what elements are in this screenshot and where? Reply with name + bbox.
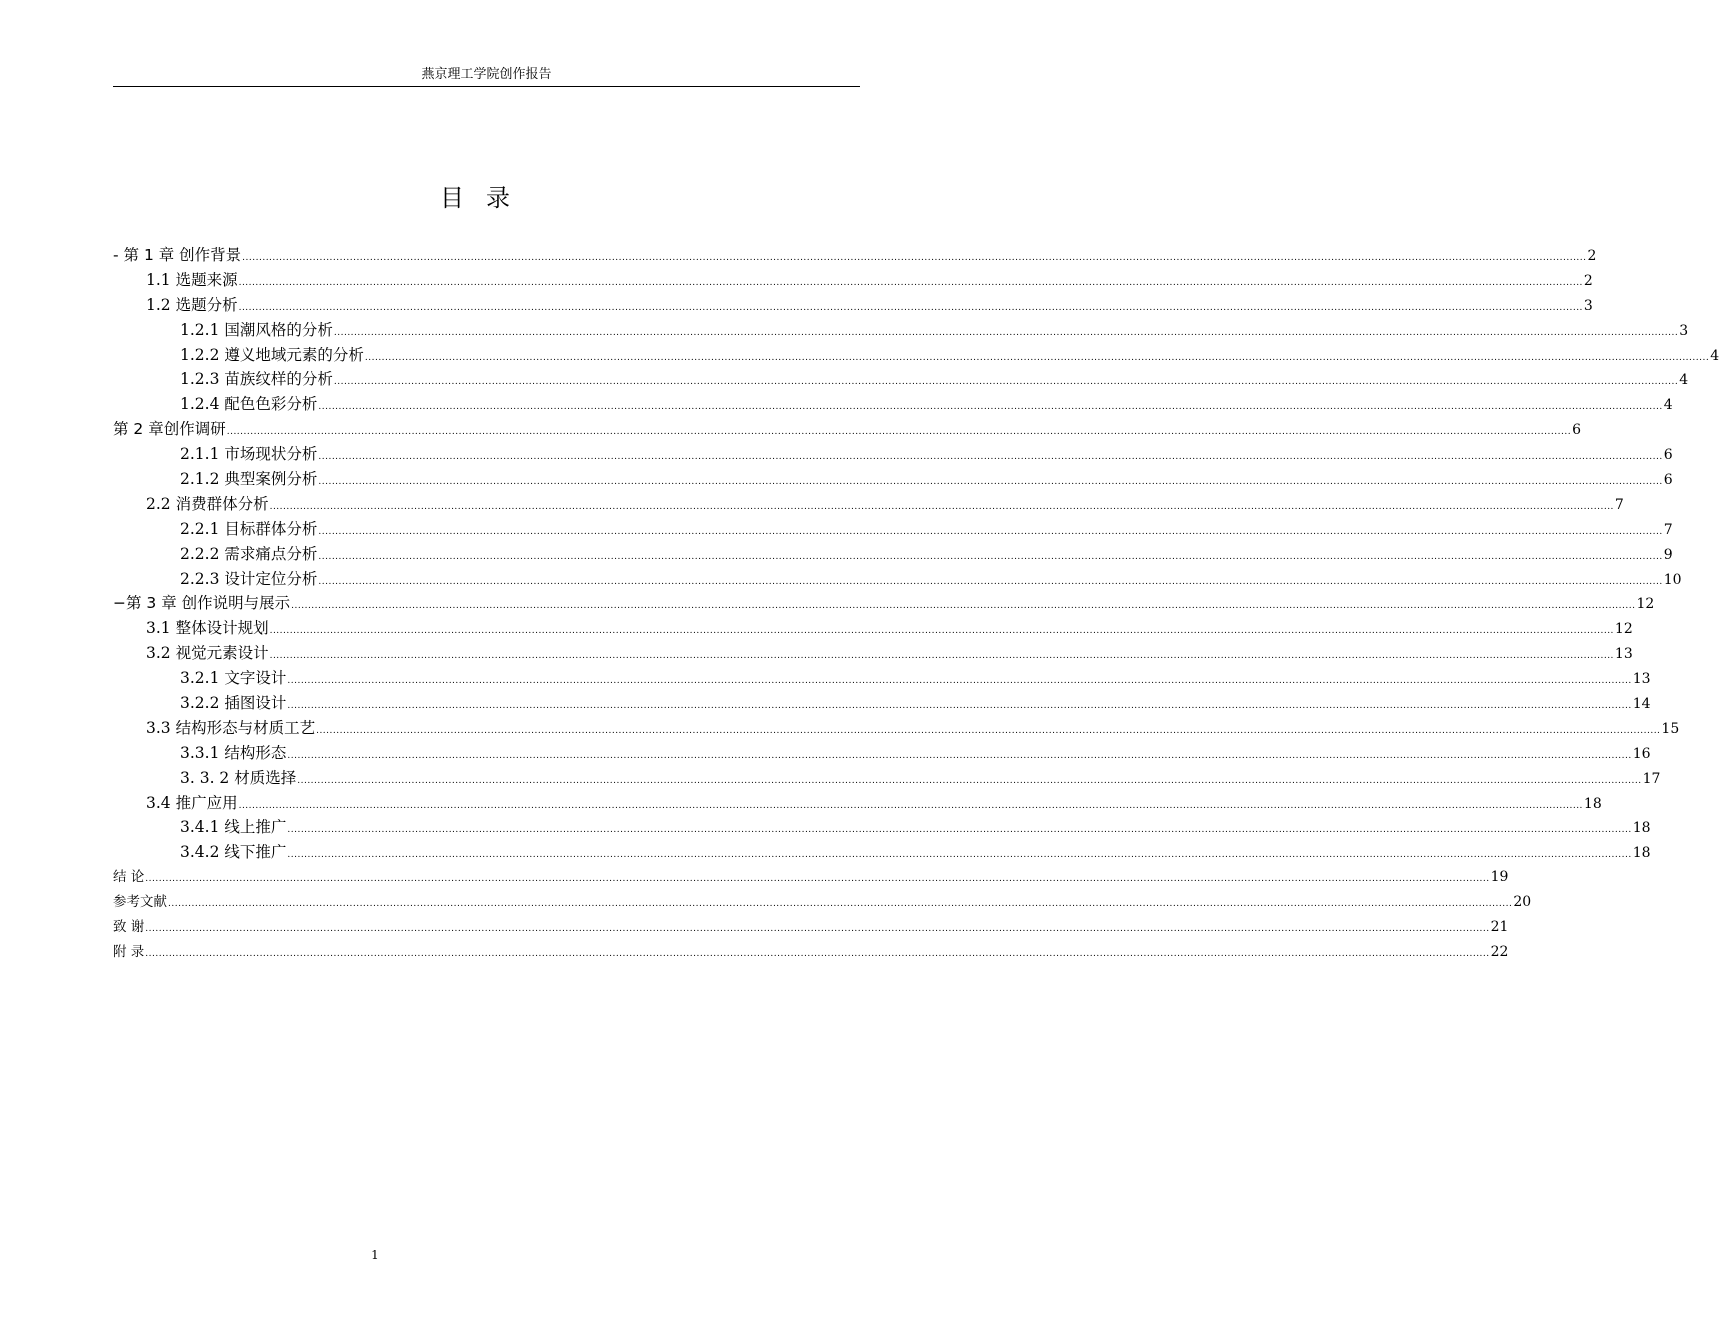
toc-entry[interactable] [113,591,1655,616]
toc-entry-label: 2.2.2 需求痛点分析 [180,544,318,563]
toc-entry-page: 3 [1583,297,1593,314]
toc-entry-label: 1.2.4 配色色彩分析 [180,395,318,414]
toc-leader-dots: ................................................................................................................................................................................................................................................................................................................................................................................................................ [316,725,1661,736]
toc-entry-page: 4 [1710,347,1719,364]
toc-entry-label: 1.2.1 国潮风格的分析 [180,320,333,339]
toc-entry-page: 18 [1583,795,1602,812]
toc-entry-label: 2.1.2 典型案例分析 [180,470,318,489]
toc-leader-dots: ................................................................................................................................................................................................................................................................................................................................................................................................................ [287,825,1632,836]
toc-entry-label: 3.2 视觉元素设计 [146,644,269,663]
toc-title: 目录 [440,184,532,212]
toc-entry[interactable] [113,766,1661,791]
toc-entry[interactable] [113,467,1673,492]
toc-entry-page: 15 [1661,720,1680,737]
toc-entry-label: 3.1 整体设计规划 [146,619,269,638]
toc-entry-label: 3.3.1 结构形态 [180,743,287,762]
toc-leader-dots: ................................................................................................................................................................................................................................................................................................................................................................................................................ [145,924,1490,935]
toc-entry[interactable] [113,890,1532,915]
toc-leader-dots: ................................................................................................................................................................................................................................................................................................................................................................................................................ [291,601,1636,612]
toc-entry[interactable] [113,517,1673,542]
toc-entry[interactable] [113,815,1651,840]
toc-leader-dots: ................................................................................................................................................................................................................................................................................................................................................................................................................ [318,526,1663,537]
toc-leader-dots: ................................................................................................................................................................................................................................................................................................................................................................................................................ [287,701,1632,712]
toc-entry-page: 17 [1642,770,1661,787]
toc-entry-page: 4 [1679,372,1689,389]
toc-entry-label: 2.2.3 设计定位分析 [180,569,318,588]
toc-entry-page: 12 [1614,621,1633,638]
toc-entry[interactable] [113,318,1689,343]
toc-leader-dots: ................................................................................................................................................................................................................................................................................................................................................................................................................ [287,676,1632,687]
toc-leader-dots: ................................................................................................................................................................................................................................................................................................................................................................................................................ [238,800,1583,811]
toc-leader-dots: ................................................................................................................................................................................................................................................................................................................................................................................................................ [287,850,1632,861]
toc-entry[interactable] [113,915,1509,940]
toc-entry-label: 致 谢 [113,919,145,936]
toc-leader-dots: ................................................................................................................................................................................................................................................................................................................................................................................................................ [318,402,1663,413]
toc-entry-label: 3.3 结构形态与材质工艺 [146,718,316,737]
toc-entry-page: 13 [1614,646,1633,663]
toc-entry[interactable] [113,268,1593,293]
toc-entry-page: 6 [1572,422,1581,439]
toc-entry[interactable] [113,616,1633,641]
toc-leader-dots: ................................................................................................................................................................................................................................................................................................................................................................................................................ [145,948,1490,959]
toc-entry-label: 参考文献 [113,894,167,911]
toc-entry-label: 1.2.2 遵义地域元素的分析 [180,345,364,364]
table-of-contents [113,243,1719,965]
toc-leader-dots: ................................................................................................................................................................................................................................................................................................................................................................................................................ [145,874,1490,885]
toc-entry-page: 2 [1587,248,1597,264]
toc-entry-label: 3.2.1 文字设计 [180,669,287,688]
toc-entry[interactable] [113,542,1673,567]
toc-entry[interactable] [113,417,1581,442]
toc-entry-label: 3. 3. 2 材质选择 [180,768,297,787]
toc-entry[interactable] [113,343,1719,368]
toc-leader-dots: ................................................................................................................................................................................................................................................................................................................................................................................................................ [238,302,1583,313]
toc-entry-page: 20 [1513,894,1532,911]
toc-leader-dots: ................................................................................................................................................................................................................................................................................................................................................................................................................ [318,477,1663,488]
toc-entry-label: 3.4 推广应用 [146,793,238,812]
toc-leader-dots: ................................................................................................................................................................................................................................................................................................................................................................................................................ [318,551,1663,562]
toc-entry-page: 12 [1636,596,1655,613]
toc-entry-page: 21 [1490,919,1509,936]
toc-entry-label: - 第 1 章 创作背景 [113,246,242,264]
toc-entry[interactable] [113,940,1509,965]
toc-entry[interactable] [113,741,1651,766]
toc-entry-page: 2 [1583,272,1593,289]
toc-leader-dots: ................................................................................................................................................................................................................................................................................................................................................................................................................ [318,452,1663,463]
toc-entry[interactable] [113,691,1651,716]
toc-leader-dots: ................................................................................................................................................................................................................................................................................................................................................................................................................ [242,253,1587,263]
toc-entry[interactable] [113,666,1651,691]
toc-entry-label: 2.2 消费群体分析 [146,494,269,513]
toc-leader-dots: ................................................................................................................................................................................................................................................................................................................................................................................................................ [168,899,1513,910]
toc-entry[interactable] [113,243,1597,268]
toc-entry-label: −第 3 章 创作说明与展示 [113,594,291,613]
toc-entry-label: 附 录 [113,943,145,960]
page-header: 燕京理工学院创作报告 [113,66,860,87]
toc-leader-dots: ................................................................................................................................................................................................................................................................................................................................................................................................................ [287,750,1632,761]
toc-entry-page: 6 [1663,472,1673,489]
toc-entry-label: 3.4.1 线上推广 [180,818,287,837]
toc-entry-label: 1.1 选题来源 [146,270,238,289]
toc-entry-label: 3.2.2 插图设计 [180,694,287,713]
toc-leader-dots: ................................................................................................................................................................................................................................................................................................................................................................................................................ [269,501,1614,512]
toc-entry-page: 6 [1663,447,1673,464]
toc-leader-dots: ................................................................................................................................................................................................................................................................................................................................................................................................................ [269,626,1614,637]
toc-entry-page: 3 [1679,322,1689,339]
toc-entry-page: 22 [1490,943,1509,960]
toc-entry-page: 13 [1632,671,1651,688]
toc-entry[interactable] [113,840,1651,865]
toc-entry[interactable] [113,716,1680,741]
toc-entry[interactable] [113,791,1602,816]
toc-entry-page: 7 [1663,521,1673,538]
toc-leader-dots: ................................................................................................................................................................................................................................................................................................................................................................................................................ [318,576,1663,587]
toc-entry-label: 1.2.3 苗族纹样的分析 [180,370,333,389]
toc-entry[interactable] [113,641,1633,666]
toc-entry[interactable] [113,392,1673,417]
toc-entry-label: 2.2.1 目标群体分析 [180,519,318,538]
toc-entry-page: 18 [1632,820,1651,837]
toc-entry[interactable] [113,442,1673,467]
toc-entry-page: 16 [1632,745,1651,762]
toc-entry[interactable] [113,865,1509,890]
toc-leader-dots: ................................................................................................................................................................................................................................................................................................................................................................................................................ [238,277,1583,288]
toc-entry-label: 第 2 章创作调研 [113,420,226,439]
toc-leader-dots: ................................................................................................................................................................................................................................................................................................................................................................................................................ [297,775,1642,786]
toc-entry-label: 结 论 [113,869,145,886]
toc-entry-page: 10 [1663,571,1682,588]
toc-entry-page: 19 [1490,869,1509,886]
toc-leader-dots: ................................................................................................................................................................................................................................................................................................................................................................................................................ [226,427,1572,438]
toc-entry-page: 18 [1632,845,1651,862]
toc-entry-label: 2.1.1 市场现状分析 [180,445,318,464]
toc-entry-label: 3.4.2 线下推广 [180,843,287,862]
toc-leader-dots: ................................................................................................................................................................................................................................................................................................................................................................................................................ [364,352,1710,363]
toc-entry-page: 9 [1663,546,1673,563]
toc-entry[interactable] [113,293,1593,318]
toc-entry-label: 1.2 选题分析 [146,295,238,314]
toc-entry[interactable] [113,367,1689,392]
toc-leader-dots: ................................................................................................................................................................................................................................................................................................................................................................................................................ [333,327,1679,338]
toc-leader-dots: ................................................................................................................................................................................................................................................................................................................................................................................................................ [269,651,1614,662]
toc-leader-dots: ................................................................................................................................................................................................................................................................................................................................................................................................................ [333,377,1679,388]
toc-entry-page: 4 [1663,397,1673,414]
toc-entry[interactable] [113,492,1624,517]
toc-entry-page: 14 [1632,696,1651,713]
toc-entry[interactable] [113,567,1682,592]
page-number: 1 [371,1248,379,1262]
toc-entry-page: 7 [1614,496,1624,513]
